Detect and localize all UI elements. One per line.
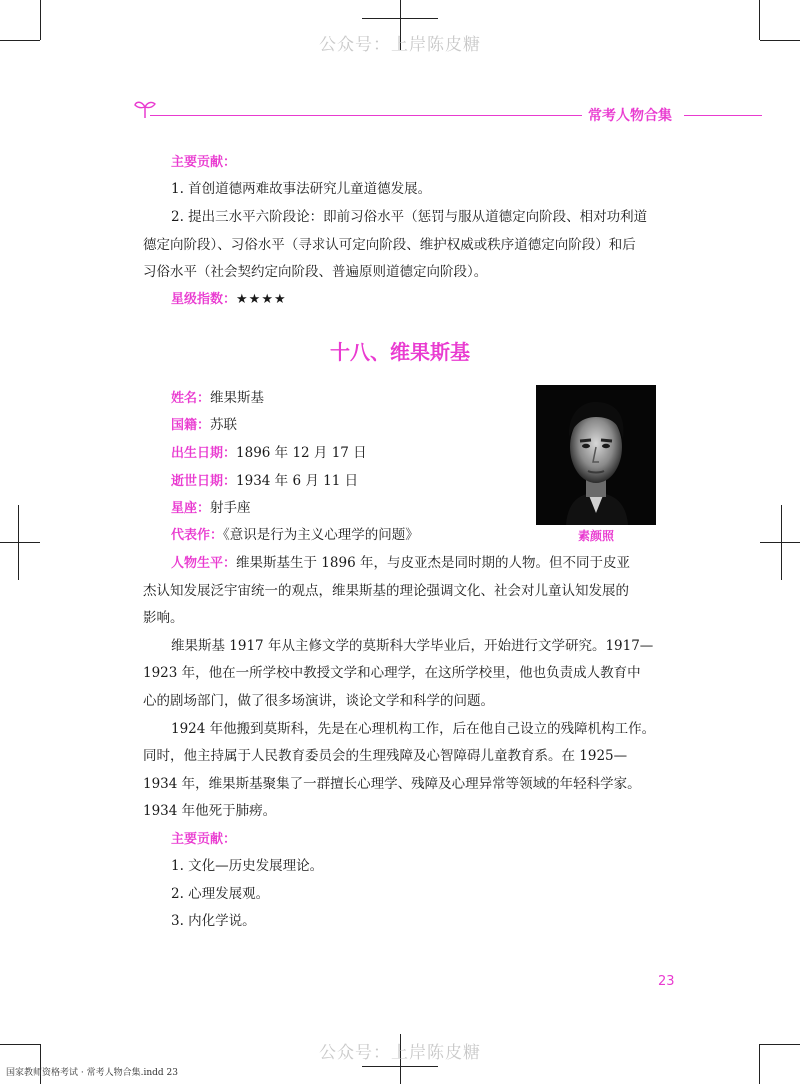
watermark-top: 公众号：上岸陈皮糖 (319, 35, 481, 55)
bio-p3-line4: 1934 年他死于肺痨。 (143, 803, 277, 819)
contrib-1: 1. 文化—历史发展理论。 (171, 858, 324, 874)
prev-rating (171, 290, 287, 309)
crop-mark (18, 505, 19, 580)
contrib-3: 3. 内化学说。 (171, 913, 256, 929)
watermark-bottom: 公众号：上岸陈皮糖 (319, 1043, 481, 1063)
bio-p3-line1: 1924 年他搬到莫斯科，先是在心理机构工作，后在他自己设立的残障机构工作。 (171, 721, 656, 737)
portrait-illustration (536, 385, 656, 525)
section-title: 十八、维果斯基 (330, 340, 470, 364)
contrib-label: 主要贡献： (171, 832, 237, 847)
crop-mark (760, 542, 800, 543)
bio-p2-line1: 维果斯基 1917 年从主修文学的莫斯科大学毕业后，开始进行文学研究。1917— (171, 638, 654, 654)
field-sign: 星座：射手座 (171, 500, 251, 516)
bio-p2-line3: 心的剧场部门，做了很多场演讲，谈论文学和科学的问题。 (143, 693, 494, 709)
field-work: 代表作：《意识是行为主义心理学的问题》 (171, 527, 419, 543)
field-death: 逝世日期：1934 年 6 月 11 日 (171, 473, 359, 489)
header-rule-left (150, 115, 582, 116)
header-title: 常考人物合集 (588, 108, 672, 124)
contrib-2: 2. 心理发展观。 (171, 886, 270, 902)
prev-contrib-2-line2: 德定向阶段）、习俗水平（寻求认可定向阶段、维护权威或秩序道德定向阶段）和后 (143, 237, 636, 253)
crop-mark (781, 505, 782, 580)
crop-mark (0, 542, 40, 543)
field-birth: 出生日期：1896 年 12 月 17 日 (171, 445, 367, 461)
footer-filename: 国家教师资格考试 · 常考人物合集.indd 23 (6, 1068, 178, 1078)
rating-stars: ★★★★ (236, 292, 287, 307)
portrait-photo (536, 385, 656, 525)
crop-mark (362, 18, 438, 19)
bio-p1-line2: 杰认知发展泛宇宙统一的观点，维果斯基的理论强调文化、社会对儿童认知发展的 (143, 583, 629, 599)
bio-p3-line2: 同时，他主持属于人民教育委员会的生理残障及心智障碍儿童教育系。在 1925— (143, 748, 628, 764)
crop-mark (362, 1066, 438, 1067)
prev-contrib-2-line3: 习俗水平（社会契约定向阶段、普遍原则道德定向阶段）。 (143, 264, 488, 280)
field-nationality: 国籍：苏联 (171, 417, 238, 433)
rating-label: 星级指数： (171, 292, 237, 307)
field-name: 姓名：维果斯基 (171, 390, 265, 406)
prev-contrib-2-line1: 2. 提出三水平六阶段论：即前习俗水平（惩罚与服从道德定向阶段、相对功利道 (171, 209, 648, 225)
bio-p3-line3: 1934 年，维果斯基聚集了一群擅长心理学、残障及心理异常等领域的年轻科学家。 (143, 776, 641, 792)
bio-p2-line2: 1923 年，他在一所学校中教授文学和心理学，在这所学校里，他也负责成人教育中 (143, 665, 641, 681)
prev-contrib-label: 主要贡献： (171, 155, 237, 170)
prev-contrib-1: 1. 首创道德两难故事法研究儿童道德发展。 (171, 181, 432, 197)
portrait-caption: 素颜照 (577, 529, 614, 543)
bio-p1-line3: 影响。 (143, 610, 184, 626)
page-number: 23 (658, 974, 675, 989)
bio-p1-line1: 人物生平：维果斯基生于 1896 年，与皮亚杰是同时期的人物。但不同于皮亚 (171, 555, 630, 571)
header-rule-right (684, 115, 762, 116)
